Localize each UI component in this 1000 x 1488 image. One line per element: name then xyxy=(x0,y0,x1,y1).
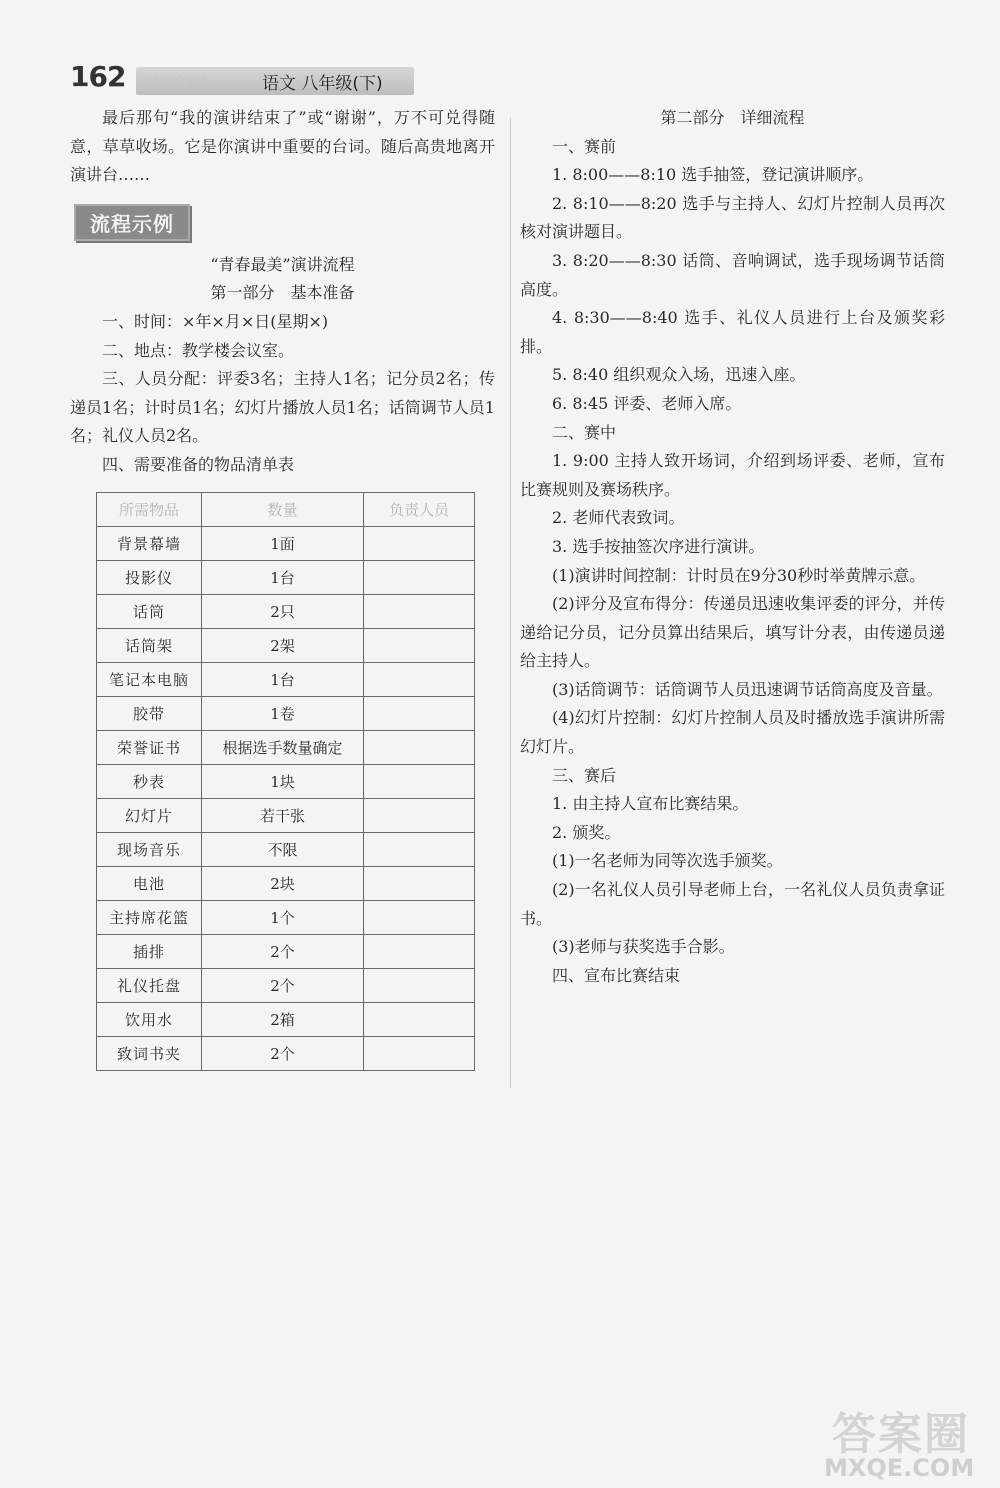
table-cell: 电池 xyxy=(97,866,202,900)
right-column xyxy=(520,104,945,990)
part2-heading: 第二部分 详细流程 xyxy=(660,108,805,127)
table-cell xyxy=(364,764,475,798)
table-row xyxy=(97,900,475,934)
process-paragraph: (3)话筒调节：话筒调节人员迅速调节话筒高度及音量。 xyxy=(552,679,943,699)
subject-grade: 语文 八年级(下) xyxy=(262,74,383,94)
watermark-url: MXQE.COM xyxy=(824,1454,975,1482)
table-cell: 2个 xyxy=(202,968,364,1002)
table-row xyxy=(97,968,475,1002)
process-paragraph: (1)演讲时间控制：计时员在9分30秒时举黄牌示意。 xyxy=(552,565,926,585)
watermark-logo: 答案圈 xyxy=(832,1409,970,1460)
table-cell: 1卷 xyxy=(202,696,364,730)
table-cell xyxy=(364,730,475,764)
table-cell: 主持席花篮 xyxy=(97,900,202,934)
column-divider xyxy=(510,118,511,1088)
table-cell: 1台 xyxy=(202,560,364,594)
table-cell xyxy=(364,968,475,1002)
process-paragraph: 2. 8:10——8:20 选手与主持人、幻灯片控制人员再次核对演讲题目。 xyxy=(520,193,945,242)
table-row xyxy=(97,934,475,968)
table-cell: 不限 xyxy=(202,832,364,866)
table-cell xyxy=(364,628,475,662)
items-table-body xyxy=(97,526,475,1070)
table-row xyxy=(97,866,475,900)
part1-item: 四、需要准备的物品清单表 xyxy=(102,454,295,474)
table-cell: 2架 xyxy=(202,628,364,662)
table-cell: 1个 xyxy=(202,900,364,934)
table-cell: 2只 xyxy=(202,594,364,628)
process-paragraph: (3)老师与获奖选手合影。 xyxy=(552,937,735,957)
process-paragraph: (2)评分及宣布得分：传递员迅速收集评委的评分，并传递给记分员，记分员算出结果后，填写计分表，由传递员递给主持人。 xyxy=(520,594,945,671)
page-number: 162 xyxy=(70,60,126,93)
table-cell xyxy=(364,560,475,594)
table-row xyxy=(97,1036,475,1070)
table-cell: 荣誉证书 xyxy=(97,730,202,764)
table-cell xyxy=(364,526,475,560)
table-cell xyxy=(364,1036,475,1070)
table-cell: 话筒架 xyxy=(97,628,202,662)
column-header: 所需物品 xyxy=(97,492,202,526)
process-paragraph: (1)一名老师为同等次选手颁奖。 xyxy=(552,851,783,871)
table-cell: 2箱 xyxy=(202,1002,364,1036)
process-paragraph: 2. 颁奖。 xyxy=(552,822,621,842)
table-cell: 2块 xyxy=(202,866,364,900)
process-paragraph: 1. 9:00 主持人致开场词，介绍到场评委、老师，宣布比赛规则及赛场秩序。 xyxy=(520,451,945,499)
table-row xyxy=(97,696,475,730)
table-cell xyxy=(364,832,475,866)
table-cell: 投影仪 xyxy=(97,560,202,594)
table-header-row xyxy=(97,492,475,526)
table-row xyxy=(97,560,475,594)
process-paragraph: 3. 选手按抽签次序进行演讲。 xyxy=(552,536,765,556)
process-paragraph: 1. 8:00——8:10 选手抽签，登记演讲顺序。 xyxy=(552,165,874,185)
table-row xyxy=(97,832,475,866)
process-paragraph: 四、宣布比赛结束 xyxy=(552,965,681,985)
process-paragraph: 5. 8:40 组织观众入场，迅速入座。 xyxy=(552,365,806,385)
left-column xyxy=(70,104,495,1071)
table-cell: 插排 xyxy=(97,934,202,968)
process-paragraph: 二、赛中 xyxy=(552,422,617,442)
table-cell xyxy=(364,934,475,968)
table-cell xyxy=(364,594,475,628)
document-title: “青春最美”演讲流程 xyxy=(210,254,355,274)
process-paragraphs xyxy=(520,133,945,991)
table-row xyxy=(97,594,475,628)
table-cell xyxy=(364,662,475,696)
table-cell: 胶带 xyxy=(97,696,202,730)
table-cell xyxy=(364,798,475,832)
table-row xyxy=(97,764,475,798)
table-cell: 背景幕墙 xyxy=(97,526,202,560)
series-name: 教材完全解读 xyxy=(142,75,208,88)
column-header: 负责人员 xyxy=(364,492,475,526)
table-cell: 饮用水 xyxy=(97,1002,202,1036)
part1-item: 三、人员分配：评委3名；主持人1名；记分员2名；传递员1名；计时员1名；幻灯片播放人员1名；话筒调节人员1名；礼仪人员2名。 xyxy=(70,369,495,446)
table-row xyxy=(97,526,475,560)
table-cell: 致词书夹 xyxy=(97,1036,202,1070)
table-cell: 礼仪托盘 xyxy=(97,968,202,1002)
table-row xyxy=(97,662,475,696)
table-cell xyxy=(364,696,475,730)
process-paragraph: 4. 8:30——8:40 选手、礼仪人员进行上台及颁奖彩排。 xyxy=(520,308,945,356)
intro-paragraph: 最后那句“我的演讲结束了”或“谢谢”，万不可兑得随意，草草收场。它是你演讲中重要的台词。随后高贵地离开演讲台…… xyxy=(70,108,495,185)
process-paragraph: 6. 8:45 评委、老师入席。 xyxy=(552,393,742,413)
table-cell xyxy=(364,900,475,934)
section-tag: 流程示例 xyxy=(74,204,190,241)
table-cell: 幻灯片 xyxy=(97,798,202,832)
process-paragraph: 3. 8:20——8:30 话筒、音响调试，选手现场调节话筒高度。 xyxy=(520,250,945,299)
table-cell: 话筒 xyxy=(97,594,202,628)
table-row xyxy=(97,798,475,832)
table-cell: 笔记本电脑 xyxy=(97,662,202,696)
table-cell xyxy=(364,1002,475,1036)
process-paragraph: 一、赛前 xyxy=(552,136,617,156)
table-cell: 秒表 xyxy=(97,764,202,798)
page-header xyxy=(70,60,415,100)
part1-item: 二、地点：教学楼会议室。 xyxy=(102,340,295,360)
process-paragraph: 2. 老师代表致词。 xyxy=(552,508,685,528)
process-paragraph: (2)一名礼仪人员引导老师上台，一名礼仪人员负责拿证书。 xyxy=(520,880,945,928)
column-header: 数量 xyxy=(202,492,364,526)
table-cell: 1块 xyxy=(202,764,364,798)
process-paragraph: (4)幻灯片控制：幻灯片控制人员及时播放选手演讲所需幻灯片。 xyxy=(520,708,945,757)
table-cell: 现场音乐 xyxy=(97,832,202,866)
part1-heading: 第一部分 基本准备 xyxy=(210,283,355,303)
table-row xyxy=(97,730,475,764)
table-row xyxy=(97,1002,475,1036)
watermark xyxy=(822,1398,997,1484)
process-paragraph: 三、赛后 xyxy=(552,765,617,785)
table-cell: 2个 xyxy=(202,1036,364,1070)
items-table xyxy=(96,492,475,1071)
table-cell: 根据选手数量确定 xyxy=(202,730,364,764)
part1-item: 一、时间：×年×月×日(星期×) xyxy=(102,311,329,331)
process-paragraph: 1. 由主持人宣布比赛结果。 xyxy=(552,794,749,814)
table-row xyxy=(97,628,475,662)
table-cell: 1台 xyxy=(202,662,364,696)
table-cell: 2个 xyxy=(202,934,364,968)
header-band xyxy=(136,67,414,95)
table-cell xyxy=(364,866,475,900)
table-cell: 若干张 xyxy=(202,798,364,832)
table-cell: 1面 xyxy=(202,526,364,560)
